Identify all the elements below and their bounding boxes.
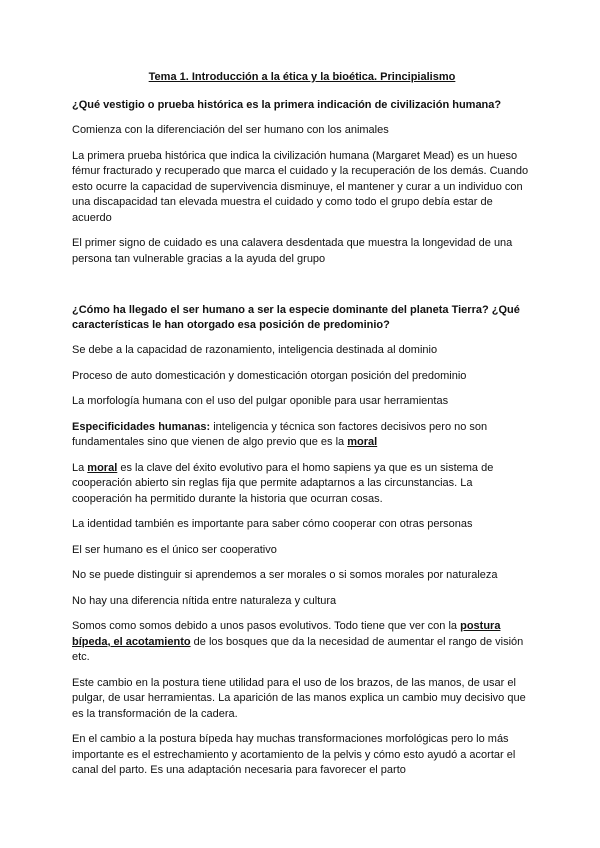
key-term: moral <box>347 436 378 448</box>
paragraph: Comienza con la diferenciación del ser humano con los animales <box>72 124 389 136</box>
paragraph: Proceso de auto domesticación y domesticación otorgan posición del predominio <box>72 369 467 382</box>
paragraph: En el cambio a la postura bípeda hay muchas transformaciones morfológicas pero lo más importante es el estrechamiento y acortamiento de la pelvis y cómo esto ayudó a acortar el canal del parto. Es una adaptación necesaria para favorecer el parto <box>72 733 516 776</box>
paragraph: La primera prueba histórica que indica la civilización humana (Margaret Mead) es un hueso fémur fracturado y recuperado que marca el cuidado y la recuperación de los demás. Cuando esto ocurre la capacidad de supervivencia disminuye, el mantener y curar a un individuo con una discapacidad tan elevada muestra el cuidado y como todo el grupo debía estar de acuerdo <box>72 149 529 224</box>
paragraph: No hay una diferencia nítida entre naturaleza y cultura <box>72 594 337 607</box>
key-term: moral <box>87 461 118 474</box>
paragraph: No se puede distinguir si aprendemos a ser morales o si somos morales por naturaleza <box>72 569 498 581</box>
paragraph: El primer signo de cuidado es una calavera desdentada que muestra la longevidad de una persona tan vulnerable gracias a la ayuda del grupo <box>72 237 513 265</box>
key-term: postura bípeda, el acotamiento <box>72 620 501 648</box>
text-run: inteligencia y técnica son factores decisivos pero no son fundamentales sino que vienen de algo previo que es la <box>72 420 488 448</box>
question-1: ¿Qué vestigio o prueba histórica es la primera indicación de civilización humana? <box>72 99 502 111</box>
question-2: ¿Cómo ha llegado el ser humano a ser la especie dominante del planeta Tierra? ¿Qué características le han otorgado esa posición de predominio? <box>72 304 520 331</box>
paragraph: La identidad también es importante para saber cómo cooperar con otras personas <box>72 518 473 530</box>
bold-term: Especificidades humanas: <box>72 420 211 433</box>
spacer <box>72 277 532 303</box>
paragraph: El ser humano es el único ser cooperativo <box>72 543 277 556</box>
paragraph <box>72 461 532 508</box>
paragraph: Se debe a la capacidad de razonamiento, inteligencia destinada al dominio <box>72 344 438 356</box>
document-content <box>72 70 532 789</box>
paragraph: Este cambio en la postura tiene utilidad para el uso de los brazos, de las manos, de usar el pulgar, de usar herramientas. La aparición de las manos explica un cambio muy decisivo que es la transformación de la cadera. <box>72 676 526 720</box>
text-run: es la clave del éxito evolutivo para el homo sapiens ya que es un sistema de cooperación abierto sin reglas fija que permite adaptarnos a las circunstancias. La cooperación ha permitido durante la historia que ocurran cosas. <box>72 461 494 505</box>
paragraph: La morfología humana con el uso del pulgar oponible para usar herramientas <box>72 395 449 407</box>
paragraph <box>72 420 532 451</box>
text-run: La <box>72 461 88 474</box>
text-run: Somos como somos debido a unos pasos evolutivos. Todo tiene que ver con la <box>72 620 461 632</box>
paragraph <box>72 619 532 666</box>
text-run: de los bosques que da la necesidad de aumentar el rango de visión etc. <box>72 635 524 663</box>
page-title: Tema 1. Introducción a la ética y la bioética. Principialismo <box>148 71 456 83</box>
